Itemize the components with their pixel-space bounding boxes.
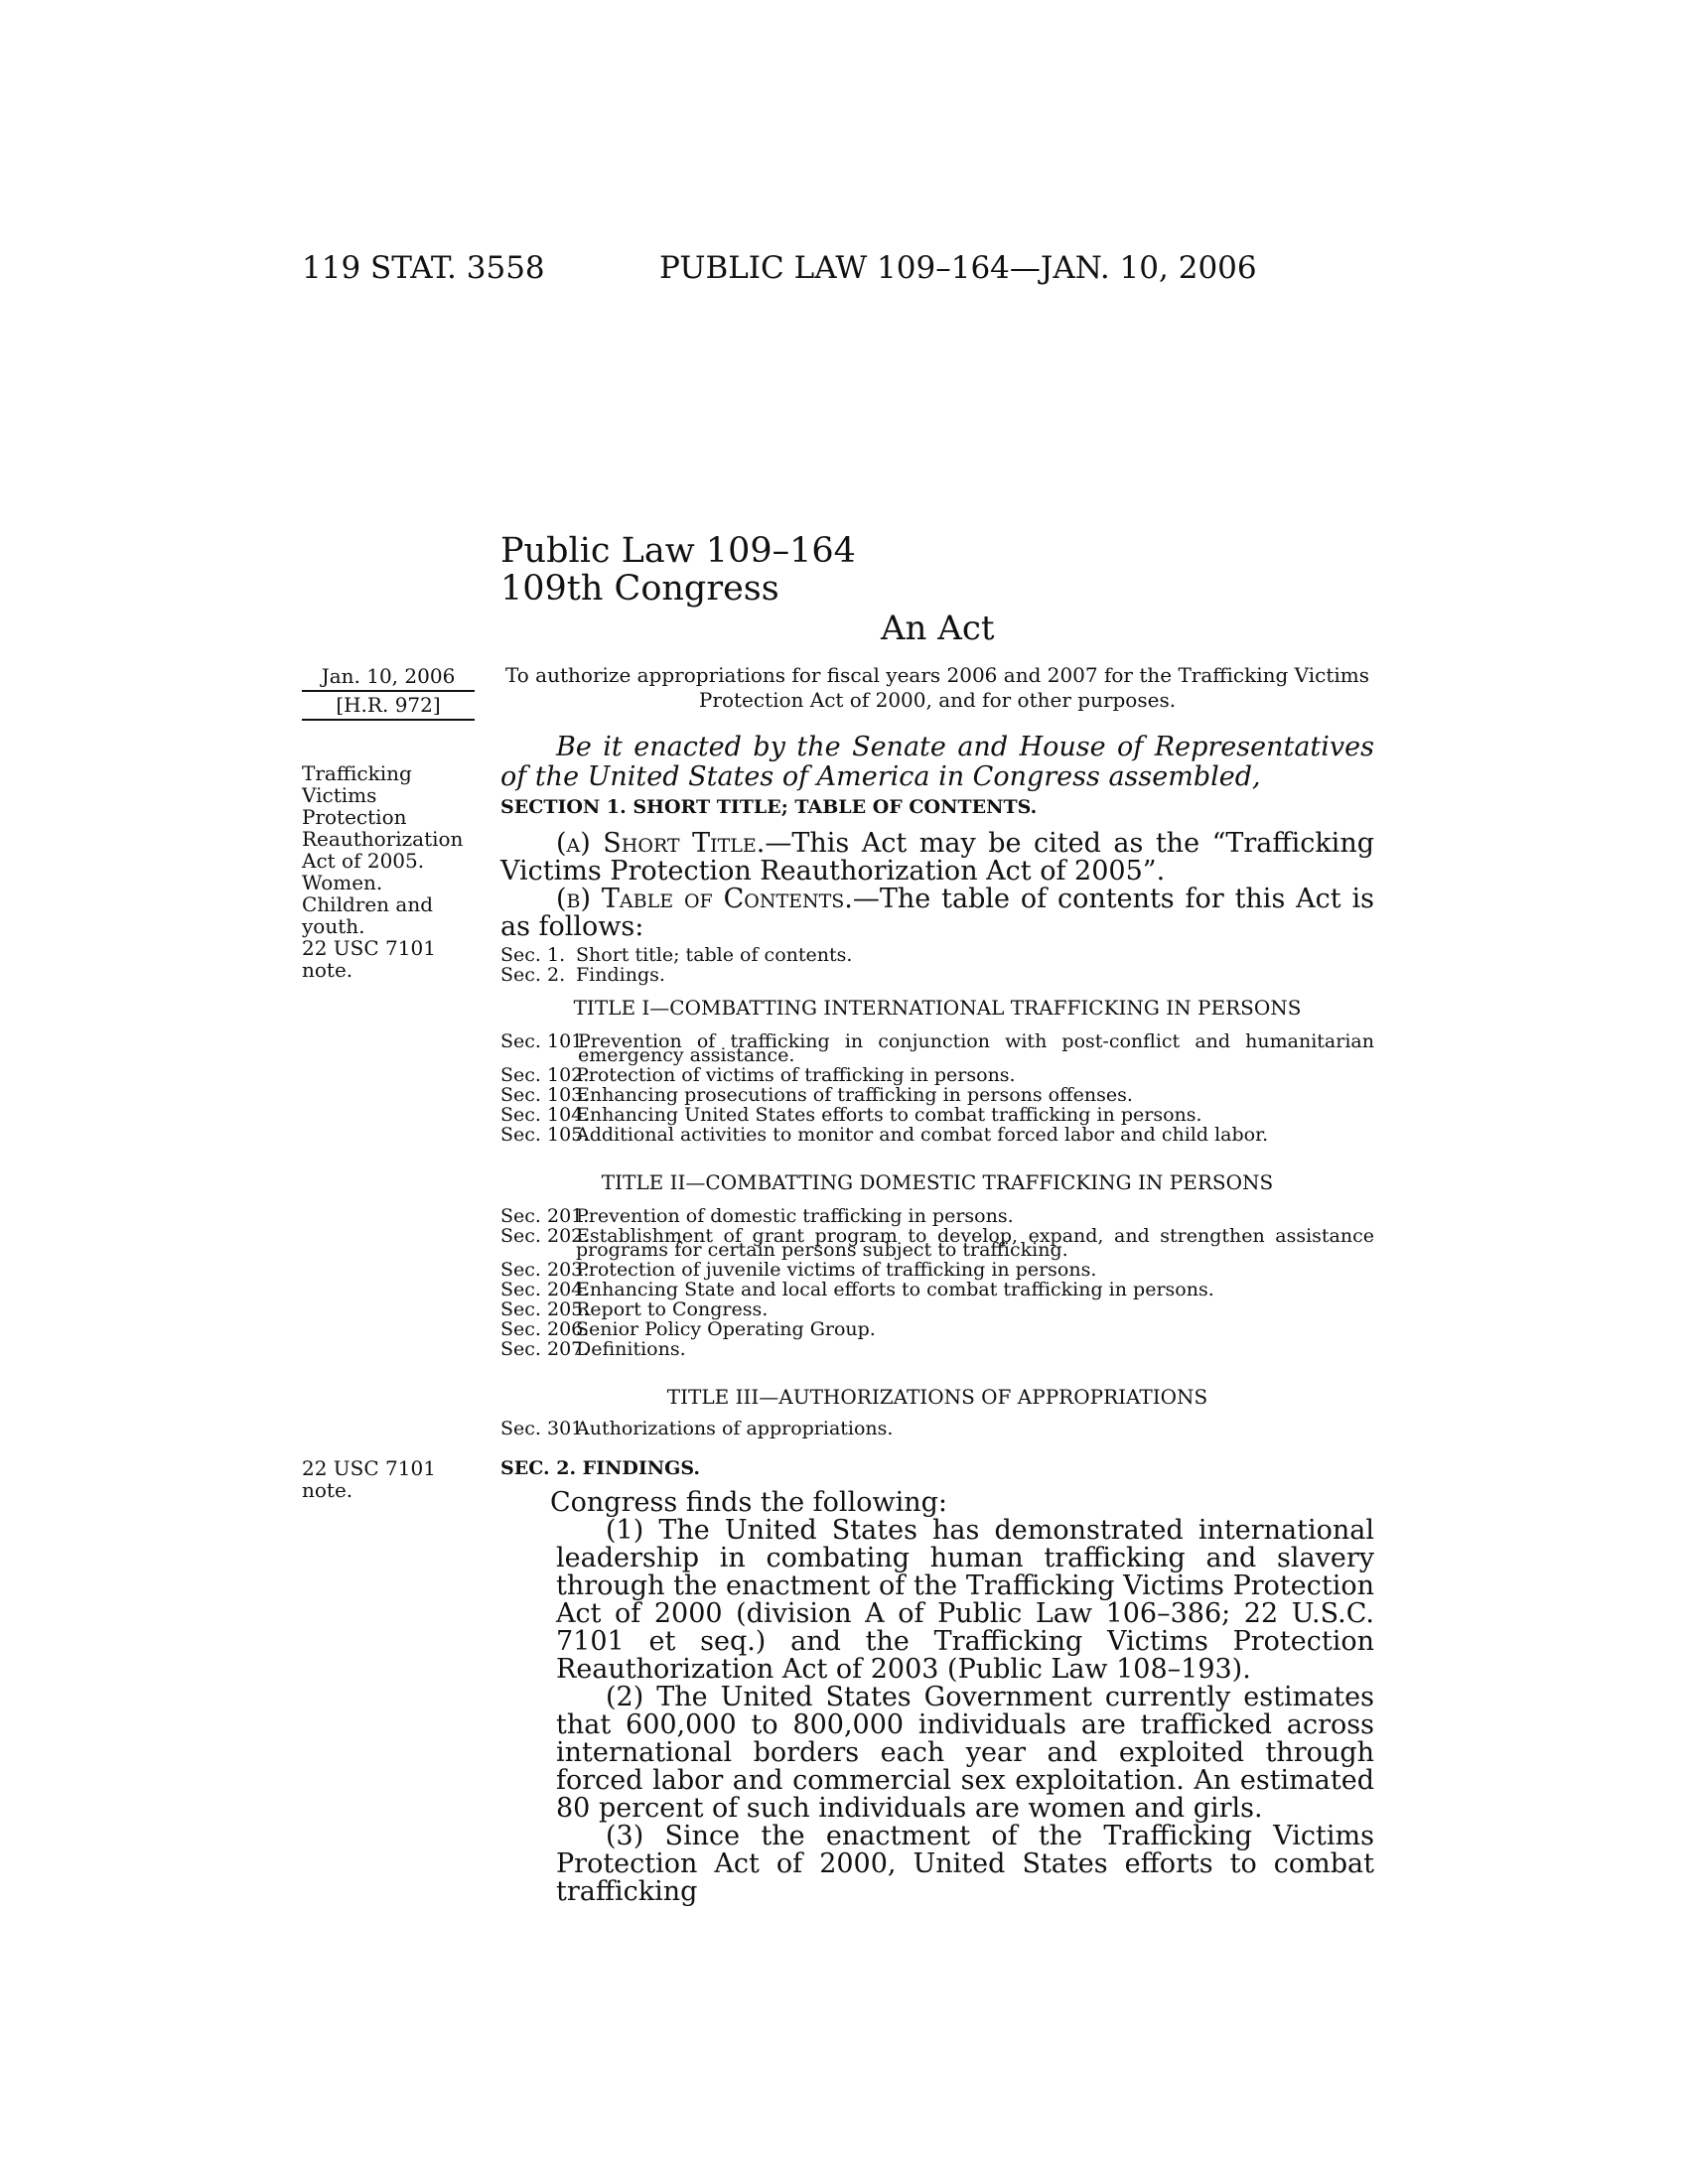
margin-note-line: Reauthorization [302, 827, 464, 851]
margin-date: Jan. 10, 2006 [302, 663, 475, 692]
toc-entry [500, 1318, 1374, 1340]
toc-sec-number: Sec. 206. [500, 1318, 590, 1340]
section-1-b [500, 886, 1374, 941]
congress: 109th Congress [500, 569, 779, 609]
toc-sec-title: Findings. [576, 964, 665, 986]
toc-entry [500, 1124, 1374, 1146]
margin-date-block [302, 663, 475, 721]
stat-page-number: 119 STAT. 3558 [302, 250, 545, 286]
toc-title-3: TITLE III—AUTHORIZATIONS OF APPROPRIATIONS [666, 1385, 1208, 1409]
toc-sec-title: Short title; table of contents. [576, 944, 853, 966]
margin-note-line: note. [302, 958, 353, 982]
toc-sec-number: Sec. 2. [500, 964, 566, 986]
toc-entry [500, 1030, 1374, 1066]
short-title-label: (a) Short Title. [556, 828, 766, 859]
toc-sec-title: Protection of juvenile victims of trafficking in persons. [576, 1259, 1097, 1281]
toc-sec-title: Prevention of domestic trafficking in persons. [576, 1205, 1014, 1227]
toc-title-1-entries [500, 1030, 1374, 1146]
short-title-text: —This Act may be cited as the “Trafficking Victims Protection Reauthorization Act of 2005”. [500, 828, 1374, 887]
toc-entry [500, 1064, 1374, 1086]
toc-sec-title: Definitions. [576, 1338, 686, 1360]
margin-bill-number: [H.R. 972] [302, 692, 475, 721]
toc-sec-number: Sec. 207. [500, 1338, 590, 1360]
toc-sec-number: Sec. 1. [500, 944, 566, 966]
finding-item: (2) The United States Government currently estimates that 600,000 to 800,000 individuals are trafficked across international borders each year and exploited through forced labor and commercial sex exploitation. An estimated 80 percent of such individuals are women and girls. [556, 1682, 1374, 1824]
findings-body [500, 1489, 1374, 1906]
margin-note-line: Women. [302, 871, 383, 894]
running-head: PUBLIC LAW 109–164—JAN. 10, 2006 [659, 250, 1257, 286]
findings-intro: Congress finds the following: [550, 1487, 947, 1518]
toc-sec-title: Protection of victims of trafficking in persons. [576, 1064, 1016, 1086]
margin-note-line: Act of 2005. [302, 849, 425, 873]
toc-entry [500, 1418, 1374, 1439]
toc-sec-title: Enhancing State and local efforts to combat trafficking in persons. [576, 1279, 1214, 1300]
toc-entry [500, 944, 1374, 966]
margin-notes-section-1 [302, 762, 481, 981]
toc-entry [500, 1084, 1374, 1106]
toc-entry [500, 1205, 1374, 1227]
act-purpose: To authorize appropriations for fiscal years 2006 and 2007 for the Trafficking Victims Protection Act of 2000, and for other purposes. [505, 663, 1369, 712]
toc-entry [500, 1225, 1374, 1261]
finding-item: (1) The United States has demonstrated international leadership in combating human trafficking and slavery through the enactment of the Trafficking Victims Protection Act of 2000 (division A of Public Law 106–386; 22 U.S.C. 7101 et seq.) and the Trafficking Victims Protection Reauthorization Act of 2003 (Public Law 108–193). [556, 1515, 1374, 1685]
margin-note-line: note. [302, 1478, 353, 1502]
toc-entry [500, 1298, 1374, 1320]
margin-note-line: Protection [302, 805, 407, 829]
act-heading: An Act [881, 609, 995, 648]
finding-item: (3) Since the enactment of the Trafficking Victims Protection Act of 2000, United States efforts to combat trafficking [556, 1821, 1374, 1907]
law-number: Public Law 109–164 [500, 531, 856, 571]
toc-title-1: TITLE I—COMBATTING INTERNATIONAL TRAFFICKING IN PERSONS [573, 996, 1302, 1020]
margin-note-line: 22 USC 7101 [302, 936, 436, 960]
toc-sec-title: Authorizations of appropriations. [576, 1418, 894, 1439]
section-1-heading: SECTION 1. SHORT TITLE; TABLE OF CONTENTS. [500, 796, 1038, 818]
margin-note-line: Trafficking [302, 761, 412, 785]
toc-sec-title: Senior Policy Operating Group. [576, 1318, 876, 1340]
toc-sec-number: Sec. 205. [500, 1298, 590, 1320]
toc-sec-title: Enhancing prosecutions of trafficking in persons offenses. [576, 1084, 1133, 1106]
toc-sec-title: Establishment of grant program to develop, expand, and strengthen assistance programs for certain persons subject to trafficking. [576, 1225, 1374, 1261]
section-1-a [500, 830, 1374, 886]
toc-sec-number: Sec. 201. [500, 1205, 590, 1227]
toc-sec-number: Sec. 103. [500, 1084, 590, 1106]
toc-sec-number: Sec. 102. [500, 1064, 590, 1086]
toc-sec-title: Prevention of trafficking in conjunction with post-conflict and humanitarian emergency assistance. [578, 1030, 1374, 1066]
margin-notes-section-2 [302, 1457, 481, 1501]
margin-note-line: Children and [302, 892, 434, 916]
margin-note-line: youth. [302, 914, 365, 938]
toc-sec-number: Sec. 204. [500, 1279, 590, 1300]
table-of-contents-label: (b) Table of Contents. [556, 884, 853, 914]
toc-sec-number: Sec. 203. [500, 1259, 590, 1281]
margin-note-line: Victims [302, 783, 377, 807]
toc-sec-number: Sec. 105. [500, 1124, 590, 1146]
toc-title-2-entries [500, 1205, 1374, 1360]
toc-intro [500, 944, 1374, 986]
margin-note-line: 22 USC 7101 [302, 1456, 436, 1480]
section-2-heading: SEC. 2. FINDINGS. [500, 1457, 701, 1479]
toc-title-2: TITLE II—COMBATTING DOMESTIC TRAFFICKING IN PERSONS [601, 1170, 1274, 1194]
toc-sec-number: Sec. 101. [500, 1030, 590, 1052]
table-of-contents-text: —The table of contents for this Act is as follows: [500, 884, 1374, 942]
toc-entry [500, 1279, 1374, 1300]
toc-title-3-entries [500, 1418, 1374, 1439]
toc-entry [500, 1259, 1374, 1281]
enacting-clause: Be it enacted by the Senate and House of Representatives of the United States of America in Congress assembled, [500, 732, 1374, 792]
toc-sec-number: Sec. 301. [500, 1418, 590, 1439]
toc-entry [500, 1338, 1374, 1360]
toc-entry [500, 1104, 1374, 1126]
toc-entry [500, 964, 1374, 986]
toc-sec-number: Sec. 104. [500, 1104, 590, 1126]
toc-sec-title: Enhancing United States efforts to combat trafficking in persons. [576, 1104, 1202, 1126]
toc-sec-title: Report to Congress. [576, 1298, 769, 1320]
toc-sec-number: Sec. 202. [500, 1225, 590, 1247]
toc-sec-title: Additional activities to monitor and combat forced labor and child labor. [576, 1124, 1269, 1146]
